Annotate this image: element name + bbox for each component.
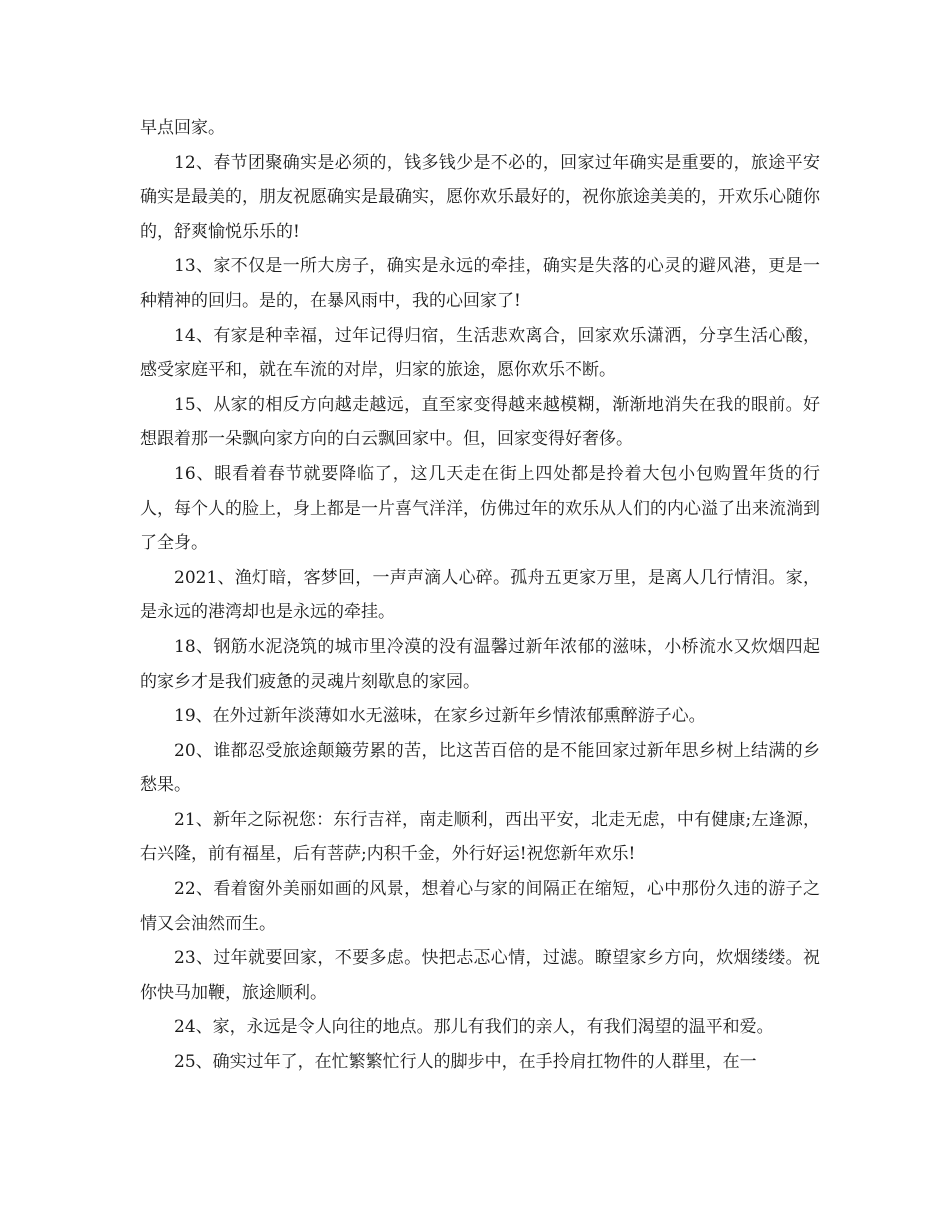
paragraph: 13、家不仅是一所大房子，确实是永远的牵挂，确实是失落的心灵的避风港，更是一种精神的回归。是的，在暴风雨中，我的心回家了! bbox=[140, 256, 820, 311]
paragraph: 21、新年之际祝您：东行吉祥，南走顺利，西出平安，北走无虑，中有健康;左逢源，右兴隆，前有福星，后有菩萨;内积千金，外行好运!祝您新年欢乐! bbox=[140, 809, 820, 865]
paragraph: 15、从家的相反方向越走越远，直至家变得越来越模糊，渐渐地消失在我的眼前。好想跟着那一朵飘向家方向的白云飘回家中。但，回家变得好奢侈。 bbox=[140, 394, 820, 450]
paragraph: 14、有家是种幸福，过年记得归宿，生活悲欢离合，回家欢乐潇洒，分享生活心酸，感受家庭平和，就在车流的对岸，归家的旅途，愿你欢乐不断。 bbox=[140, 325, 820, 381]
paragraph: 18、钢筋水泥浇筑的城市里冷漠的没有温馨过新年浓郁的滋味，小桥流水又炊烟四起的家乡才是我们疲惫的灵魂片刻歇息的家园。 bbox=[140, 636, 820, 692]
paragraph: 2021、渔灯暗，客梦回，一声声滴人心碎。孤舟五更家万里，是离人几行情泪。家，是永远的港湾却也是永远的牵挂。 bbox=[140, 567, 820, 623]
paragraph: 24、家，永远是令人向往的地点。那儿有我们的亲人，有我们渴望的温平和爱。 bbox=[174, 1017, 774, 1038]
document-body bbox=[140, 111, 820, 1080]
paragraph: 20、谁都忍受旅途颠簸劳累的苦，比这苦百倍的是不能回家过新年思乡树上结满的乡愁果。 bbox=[140, 740, 820, 796]
paragraph: 早点回家。 bbox=[140, 118, 225, 138]
paragraph: 22、看着窗外美丽如画的风景，想着心与家的间隔正在缩短，心中那份久违的游子之情又会油然而生。 bbox=[140, 879, 820, 934]
paragraph: 16、眼看着春节就要降临了，这几天走在街上四处都是拎着大包小包购置年货的行人，每个人的脸上，身上都是一片喜气洋洋，仿佛过年的欢乐从人们的内心溢了出来流淌到了全身。 bbox=[140, 463, 820, 554]
paragraph: 19、在外过新年淡薄如水无滋味，在家乡过新年乡情浓郁熏醉游子心。 bbox=[174, 706, 706, 727]
paragraph: 25、确实过年了，在忙繁繁忙行人的脚步中，在手拎肩扛物件的人群里，在一 bbox=[174, 1052, 757, 1073]
paragraph: 12、春节团聚确实是必须的，钱多钱少是不必的，回家过年确实是重要的，旅途平安确实是最美的，朋友祝愿确实是最确实，愿你欢乐最好的，祝你旅途美美的，开欢乐心随你的，舒爽愉悦乐乐的! bbox=[140, 152, 820, 242]
paragraph: 23、过年就要回家，不要多虑。快把忐忑心情，过滤。瞭望家乡方向，炊烟缕缕。祝你快马加鞭，旅途顺利。 bbox=[140, 948, 820, 1003]
